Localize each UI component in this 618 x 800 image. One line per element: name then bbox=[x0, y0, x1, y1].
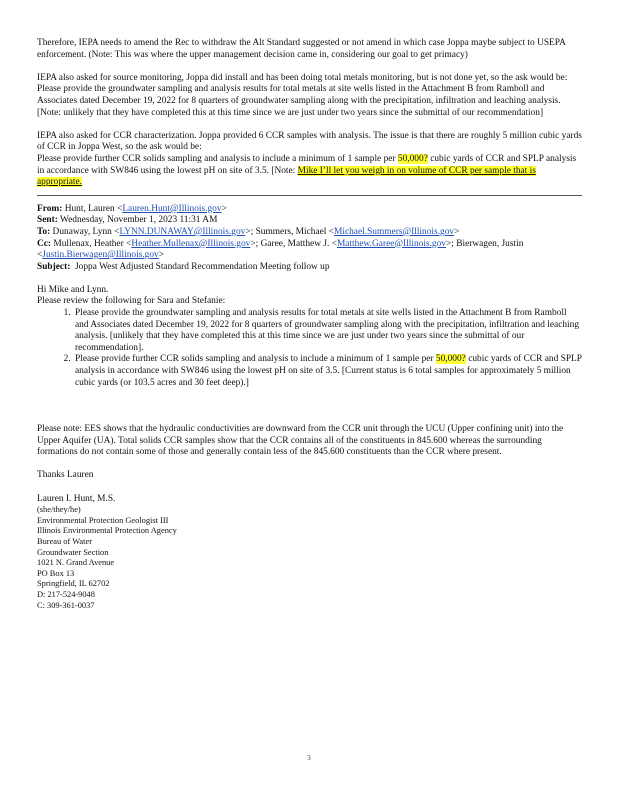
cc-email-link-3[interactable]: Justin.Bierwagen@Illinois.gov bbox=[42, 250, 159, 261]
to-email-link-2[interactable]: Michael.Summers@Illinois.gov bbox=[334, 226, 455, 237]
email-signature bbox=[37, 494, 582, 612]
signature-agency: Illinois Environmental Protection Agency bbox=[37, 526, 177, 536]
highlight-note-mike: Mike I’ll let you weigh in on volume of CCR per sample that is appropriate. bbox=[37, 165, 536, 188]
to-name-2: >; Summers, Michael < bbox=[245, 226, 335, 237]
document-page bbox=[37, 38, 582, 611]
email-subject-line bbox=[37, 262, 582, 274]
signature-phone-cell: C: 309-361-0037 bbox=[37, 600, 95, 610]
intro-paragraph-ccr-request bbox=[37, 154, 582, 189]
subject-label: Subject: bbox=[37, 261, 71, 272]
from-email-link[interactable]: Lauren.Hunt@Illinois.gov bbox=[122, 203, 222, 214]
signature-phone-direct: D: 217-524-9048 bbox=[37, 589, 95, 599]
page-number: 3 bbox=[307, 754, 311, 762]
to-close: > bbox=[454, 226, 460, 237]
email-from-line bbox=[37, 204, 582, 216]
list-item bbox=[73, 354, 582, 389]
signature-name: Lauren I. Hunt, M.S. bbox=[37, 493, 116, 504]
email-cc-line bbox=[37, 239, 582, 262]
cc-close: > bbox=[158, 250, 165, 261]
item2-text: Please provide further CCR solids sampling and analysis to include a minimum of 1 sample per bbox=[75, 354, 436, 365]
sent-value: Wednesday, November 1, 2023 11:31 AM bbox=[60, 215, 218, 226]
signature-section: Groundwater Section bbox=[37, 547, 109, 557]
cc-name-3: >; Bierwagen, Justin < bbox=[37, 238, 524, 261]
email-greeting: Hi Mike and Lynn. bbox=[37, 284, 109, 295]
intro-paragraph-groundwater-request: Please provide the groundwater sampling and analysis results for total metals at site wells listed in the Attachment B from Ramboll and Associates dated December 19, 2022 for 8 quarters of groundwater sampling along with the precipitation, infiltration and leaching analysis. [Note: unlikely that they have completed this at this time since we are just under two years since the submittal of our recommendation] bbox=[37, 84, 561, 118]
highlight-sample-volume: 50,000? bbox=[397, 153, 428, 164]
from-name: Hunt, Lauren < bbox=[64, 203, 123, 214]
email-closing: Thanks Lauren bbox=[37, 470, 94, 481]
to-email-link-1[interactable]: LYNN.DUNAWAY@Illinois.gov bbox=[119, 226, 246, 237]
cc-name-2: >; Garee, Matthew J. < bbox=[250, 238, 337, 249]
cc-label: Cc: bbox=[37, 238, 52, 249]
signature-bureau: Bureau of Water bbox=[37, 536, 92, 546]
item2-text-cont: cubic yards of CCR and SPLP analysis in accordance with SW846 using the lowest pH on site of 3.5. [Current status is 6 total samples for approximately 5 million cubic yards (or 103.5 acres and 30 feet deep).] bbox=[75, 354, 582, 388]
signature-street: 1021 N. Grand Avenue bbox=[37, 558, 115, 568]
sent-label: Sent: bbox=[37, 215, 58, 226]
intro-paragraph-amend: Therefore, IEPA needs to amend the Rec to withdraw the Alt Standard suggested or not amend in which case Joppa maybe subject to USEPA enforcement. (Note: This was where the upper management decision came in, considering our goal to get primacy) bbox=[37, 38, 566, 60]
from-label: From: bbox=[37, 203, 63, 214]
highlight-sample-volume-2: 50,000? bbox=[435, 354, 466, 365]
to-label: To: bbox=[37, 226, 51, 237]
email-sent-line bbox=[37, 215, 582, 227]
cc-email-link-1[interactable]: Heather.Mullenax@Illinois.gov bbox=[131, 238, 251, 249]
ccr-request-text: Please provide further CCR solids sampling and analysis to include a minimum of 1 sample per bbox=[37, 153, 398, 164]
cc-email-link-2[interactable]: Matthew.Garee@Illinois.gov bbox=[336, 238, 446, 249]
email-intro: Please review the following for Sara and Stefanie: bbox=[37, 296, 226, 307]
ccr-request-text-cont: cubic yards of CCR and SPLP analysis in accordance with SW846 using the lowest pH on site of 3.5. [Note: bbox=[37, 153, 577, 176]
cc-name-1: Mullenax, Heather < bbox=[53, 238, 132, 249]
signature-pronouns: (she/they/he) bbox=[37, 505, 81, 515]
signature-city: Springfield, IL 62702 bbox=[37, 579, 110, 589]
email-note: Please note: EES shows that the hydraulic conductivities are downward from the CCR unit through the UCU (Upper confining unit) into the Upper Aquifer (UA). Total solids CCR samples show that the CCR contains all of the constituents in 845.600 whereas the surrounding formations do not contain some of those and generally contain less of the 845.600 constituents than the CCR where present. bbox=[37, 424, 564, 458]
from-close: > bbox=[221, 203, 227, 214]
email-to-line bbox=[37, 227, 582, 239]
intro-paragraph-source-monitoring: IEPA also asked for source monitoring, Joppa did install and has been doing total metals monitoring, but is not done yet, so the ask would be: bbox=[37, 72, 568, 83]
to-name-1: Dunaway, Lynn < bbox=[52, 226, 120, 237]
signature-pobox: PO Box 13 bbox=[37, 568, 75, 578]
intro-paragraph-ccr-characterization: IEPA also asked for CCR characterization. Joppa provided 6 CCR samples with analysis. The issue is that there are roughly 5 million cubic yards of CCR in Joppa West, so the ask would be: bbox=[37, 130, 582, 153]
list-item: 1. Please provide the groundwater sampling and analysis results for total metals at site wells listed in the Attachment B from Ramboll and Associates dated December 19, 2022 for 8 quarters of groundwater sampling along with the precipitation, infiltration and leaching analysis. [unlikely that they have completed this at this time since we are just under two years since the submittal of our recommendation]. bbox=[73, 308, 582, 354]
subject-value: Joppa West Adjusted Standard Recommendation Meeting follow up bbox=[75, 261, 330, 272]
signature-title: Environmental Protection Geologist III bbox=[37, 515, 169, 525]
request-list bbox=[37, 308, 582, 389]
email-header bbox=[37, 204, 582, 274]
email-separator bbox=[37, 195, 582, 196]
